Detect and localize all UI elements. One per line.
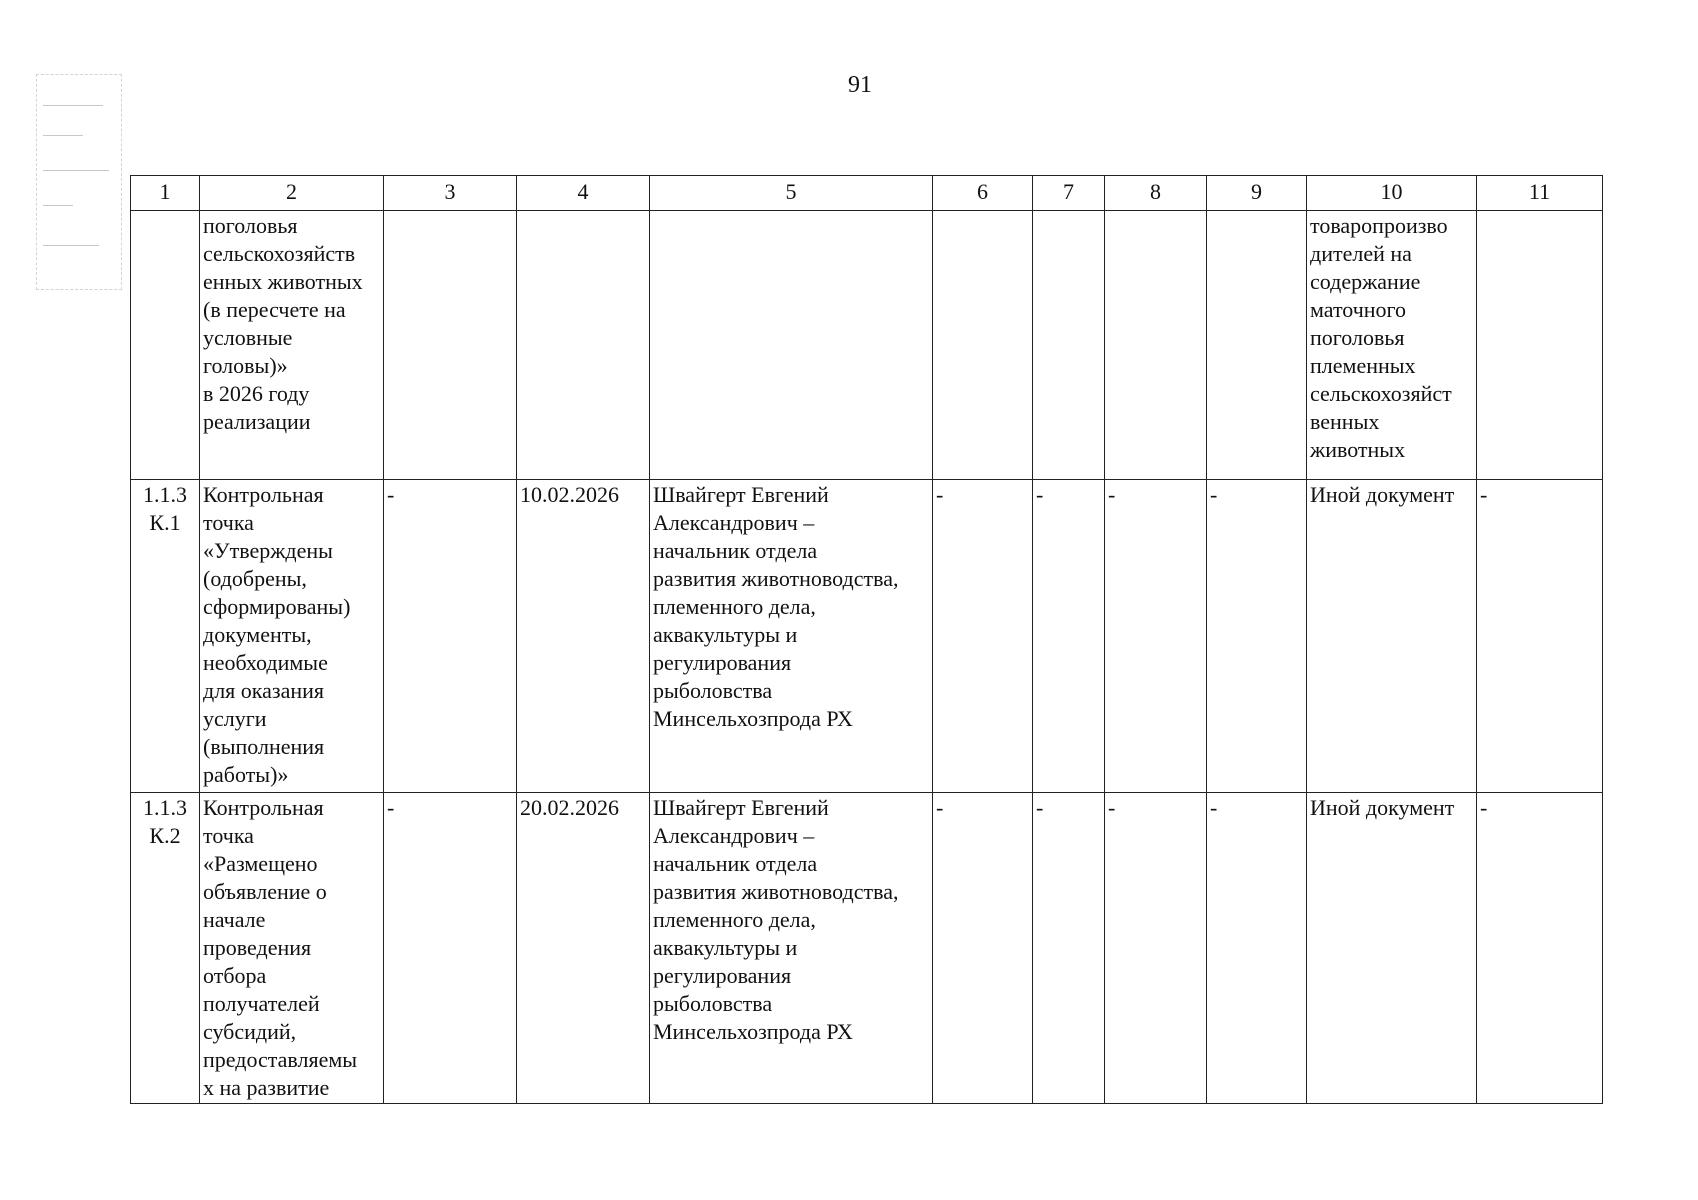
event-name-cell: поголовья сельскохозяйств енных животных (в пересчете на условные головы)» в 2026 году реализации [200, 211, 384, 480]
table-cell: - [1105, 480, 1207, 793]
date-cell [517, 211, 650, 480]
document-type-cell: Иной документ [1307, 793, 1477, 1104]
page-number: 91 [848, 72, 872, 98]
column-header: 3 [384, 176, 517, 211]
column-header: 10 [1307, 176, 1477, 211]
row-number-cell: 1.1.3 К.1 [131, 480, 200, 793]
table-cell [1033, 211, 1105, 480]
date-cell: 10.02.2026 [517, 480, 650, 793]
table-cell: - [933, 480, 1033, 793]
table-cell [1477, 211, 1603, 480]
table-row [131, 211, 1603, 480]
table-cell [933, 211, 1033, 480]
document-type-cell: товаропроизво дителей на содержание маточного поголовья племенных сельскохозяйст венных животных [1307, 211, 1477, 480]
column-header: 4 [517, 176, 650, 211]
table-cell [1207, 211, 1307, 480]
margin-stamp [36, 74, 122, 290]
date-cell: 20.02.2026 [517, 793, 650, 1104]
responsible-cell: Швайгерт Евгений Александрович – начальник отдела развития животноводства, племенного дела, аквакультуры и регулирования рыболовства Минсельхозпрода РХ [650, 480, 933, 793]
table-header-row [131, 176, 1603, 211]
column-header: 8 [1105, 176, 1207, 211]
column-header: 5 [650, 176, 933, 211]
table-row [131, 480, 1603, 793]
table-cell [384, 211, 517, 480]
plan-table [130, 175, 1603, 1104]
responsible-cell: Швайгерт Евгений Александрович – начальник отдела развития животноводства, племенного дела, аквакультуры и регулирования рыболовства Минсельхозпрода РХ [650, 793, 933, 1104]
column-header: 2 [200, 176, 384, 211]
row-number-cell [131, 211, 200, 480]
document-type-cell: Иной документ [1307, 480, 1477, 793]
table-cell: - [384, 480, 517, 793]
column-header: 7 [1033, 176, 1105, 211]
table-cell: - [1477, 480, 1603, 793]
table-cell [1105, 211, 1207, 480]
responsible-cell [650, 211, 933, 480]
event-name-cell: Контрольная точка «Утверждены (одобрены, сформированы) документы, необходимые для оказания услуги (выполнения работы)» [200, 480, 384, 793]
table-cell: - [384, 793, 517, 1104]
table-cell: - [1207, 480, 1307, 793]
table-cell: - [1477, 793, 1603, 1104]
table-cell: - [1033, 480, 1105, 793]
column-header: 9 [1207, 176, 1307, 211]
table-cell: - [933, 793, 1033, 1104]
table-row [131, 793, 1603, 1104]
event-name-cell: Контрольная точка «Размещено объявление о начале проведения отбора получателей субсидий, предоставляемы х на развитие [200, 793, 384, 1104]
column-header: 6 [933, 176, 1033, 211]
table-cell: - [1207, 793, 1307, 1104]
table-cell: - [1105, 793, 1207, 1104]
column-header: 1 [131, 176, 200, 211]
row-number-cell: 1.1.3 К.2 [131, 793, 200, 1104]
table-cell: - [1033, 793, 1105, 1104]
column-header: 11 [1477, 176, 1603, 211]
